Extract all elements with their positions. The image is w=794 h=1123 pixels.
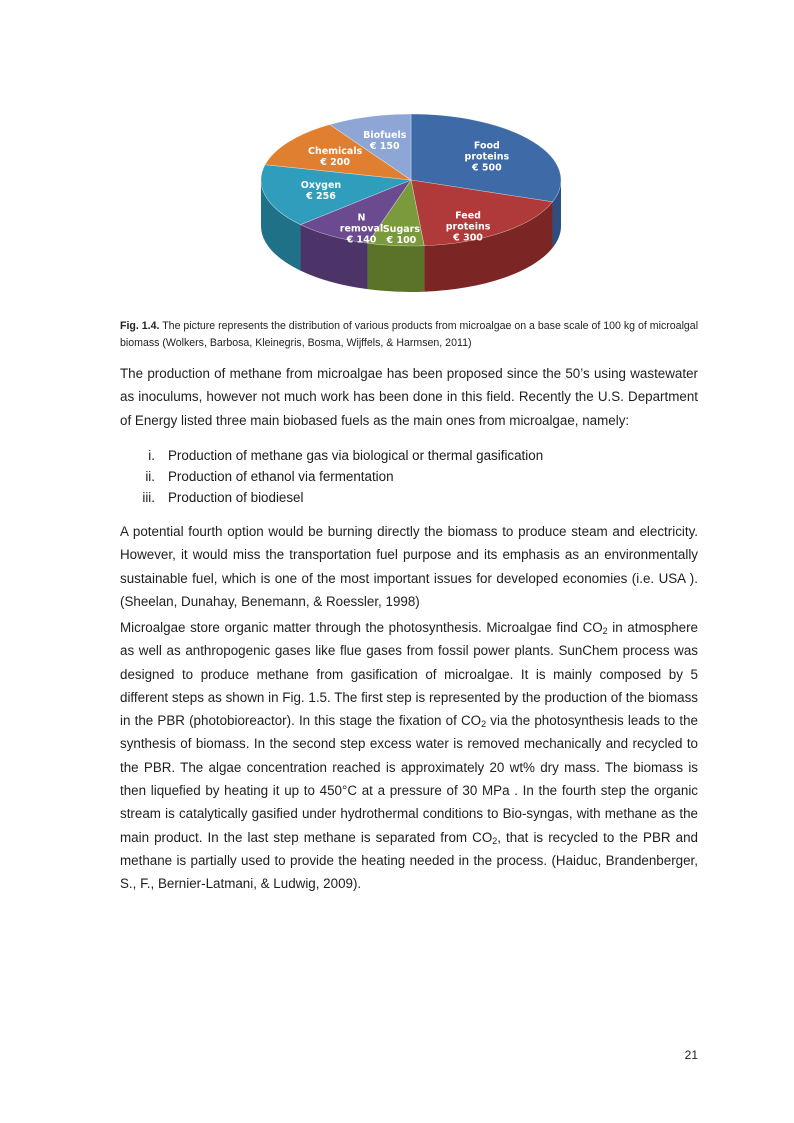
caption-label: Fig. 1.4. <box>120 320 160 332</box>
paragraph-3-part-d: , that is recycled to the PBR and methane is partially used to provide the heating needed in the process. (Haiduc, Brandenberger, S., F., Bernier-Latmani, & Ludwig, 2009). <box>120 829 698 892</box>
pie-side-sugars <box>368 243 425 292</box>
list-text: Production of biodiesel <box>168 490 304 505</box>
pie-chart <box>255 108 567 296</box>
list-item <box>120 466 698 487</box>
pie-label-feed-proteins: Feed <box>455 210 481 222</box>
paragraph-3-part-a: Microalgae store organic matter through the photosynthesis. Microalgae find CO <box>120 620 603 635</box>
pie-label-n-removal: N <box>357 212 366 224</box>
pie-label-n-removal: removal <box>339 223 384 235</box>
paragraph-3 <box>120 616 698 896</box>
pie-label-food-proteins: proteins <box>464 151 510 163</box>
pie-label-sugars: Sugars <box>382 224 421 236</box>
subscript-2: 2 <box>481 719 487 730</box>
paragraph-3-part-b: in atmosphere as well as anthropogenic gases like flue gases from fossil power plants. SunChem process was designed to produce methane from gasification of microalgae. It is mainly composed by 5 different steps as shown in Fig. 1.5. The first step is represented by the production of the biomass in the PBR (photobioreactor). In this stage the fixation of CO <box>120 620 698 729</box>
fuel-list <box>120 445 698 508</box>
paragraph-1: The production of methane from microalgae has been proposed since the 50’s using wastewater as inoculums, however not much work has been done in this field. Recently the U.S. Department of Energy listed three main biobased fuels as the main ones from microalgae, namely: <box>120 366 698 428</box>
subscript-2: 2 <box>492 835 498 846</box>
page-number: 21 <box>684 1048 698 1062</box>
list-item <box>120 487 698 508</box>
list-number: ii. <box>145 469 155 484</box>
figure-caption <box>120 318 700 352</box>
list-number: i. <box>148 448 155 463</box>
list-number: iii. <box>142 490 155 505</box>
pie-label-n-removal: € 140 <box>346 234 377 246</box>
pie-label-food-proteins: € 500 <box>472 162 502 174</box>
pie-chart-figure <box>255 108 567 296</box>
caption-text: The picture represents the distribution of various products from microalgae on a base scale of 100 kg of microalgal biomass (Wolkers, Barbosa, Kleinegris, Bosma, Wijffels, & Harmsen, 2011) <box>120 320 699 349</box>
subscript-2: 2 <box>602 626 608 636</box>
pie-label-sugars: € 100 <box>386 235 417 247</box>
pie-label-biofuels: Biofuels <box>363 130 407 142</box>
pie-label-oxygen: Oxygen <box>300 179 342 191</box>
pie-label-biofuels: € 150 <box>369 141 400 153</box>
pie-label-chemicals: € 200 <box>320 156 350 168</box>
list-item <box>120 445 698 466</box>
list-text: Production of ethanol via fermentation <box>168 469 394 484</box>
pie-label-oxygen: € 256 <box>306 190 336 202</box>
pie-label-feed-proteins: proteins <box>445 221 491 233</box>
paragraph-2: A potential fourth option would be burning directly the biomass to produce steam and electricity. However, it would miss the transportation fuel purpose and its emphasis as an environmentally sustainable fuel, which is one of the most important issues for developed economies (i.e. USA ). (Sheelan, Dunahay, Benemann, & Roessler, 1998) <box>120 524 698 609</box>
list-text: Production of methane gas via biological or thermal gasification <box>168 448 544 463</box>
paragraph-3-part-c: via the photosynthesis leads to the synthesis of biomass. In the second step excess water is removed mechanically and recycled to the PBR. The algae concentration reached is approximately 20 wt% dry mass. The biomass is then liquefied by heating it up to 450°C at a pressure of 30 MPa . In the fourth step the organic stream is catalytically gasified under hydrothermal conditions to Bio-syngas, with methane as the main product. In the last step methane is separated from CO <box>120 713 698 845</box>
pie-label-feed-proteins: € 300 <box>453 232 483 244</box>
pie-label-chemicals: Chemicals <box>307 145 363 157</box>
pie-label-food-proteins: Food <box>473 140 500 152</box>
